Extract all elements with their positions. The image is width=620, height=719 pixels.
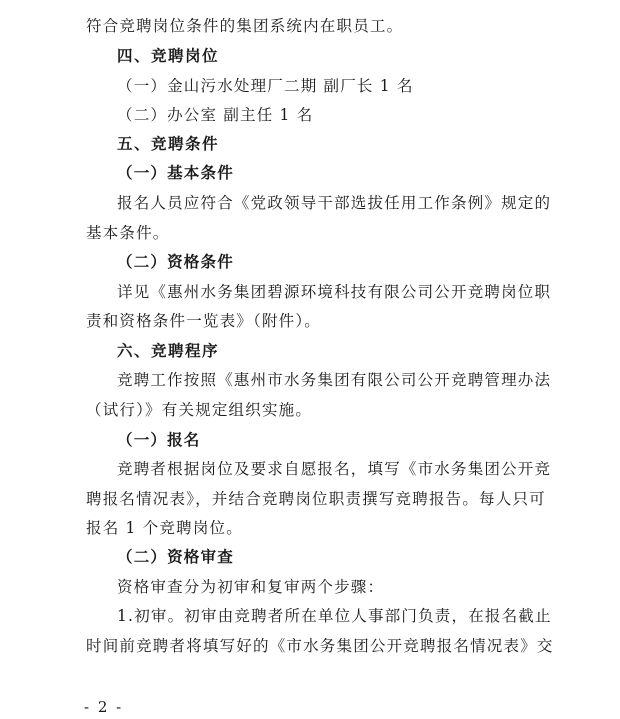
subsection-heading-qualification-review: （二）资格审查: [117, 547, 234, 566]
position-item-1: （一）金山污水处理厂二期 副厂长 1 名: [117, 77, 414, 95]
position-item-2: （二）办公室 副主任 1 名: [117, 106, 314, 124]
subsection-heading-qualification: （二）资格条件: [117, 252, 234, 271]
body-text-line: 竞聘者根据岗位及要求自愿报名，填写《市水务集团公开竞: [117, 460, 552, 478]
body-text-line: 时间前竞聘者将填写好的《市水务集团公开竞聘报名情况表》交: [86, 637, 554, 655]
subsection-heading-basic-conditions: （一）基本条件: [117, 163, 234, 182]
body-text-line: 符合竞聘岗位条件的集团系统内在职员工。: [86, 17, 404, 35]
body-text-line: 1.初审。初审由竞聘者所在单位人事部门负责，在报名截止: [117, 607, 552, 625]
body-text-line: 报名人员应符合《党政领导干部选拔任用工作条例》规定的: [117, 194, 552, 212]
body-text-line: 详见《惠州水务集团碧源环境科技有限公司公开竞聘岗位职: [117, 283, 552, 301]
body-text-line: （试行）》有关规定组织实施。: [86, 401, 313, 419]
section-heading-conditions: 五、竞聘条件: [117, 135, 220, 153]
page-number: - 2 -: [84, 698, 124, 716]
body-text-line: 资格审查分为初审和复审两个步骤：: [117, 578, 385, 596]
body-text-line: 责和资格条件一览表》（附件）。: [86, 312, 322, 330]
body-text-line: 基本条件。: [86, 224, 170, 242]
body-text-line: 聘报名情况表》，并结合竞聘岗位职责撰写竞聘报告。每人只可: [86, 490, 546, 508]
section-heading-procedure: 六、竞聘程序: [117, 342, 220, 360]
body-text-line: 竞聘工作按照《惠州市水务集团有限公司公开竞聘管理办法: [117, 371, 552, 389]
section-heading-positions: 四、竞聘岗位: [117, 47, 220, 65]
subsection-heading-registration: （一）报名: [117, 430, 201, 449]
body-text-line: 报名 1 个竞聘岗位。: [86, 519, 243, 537]
